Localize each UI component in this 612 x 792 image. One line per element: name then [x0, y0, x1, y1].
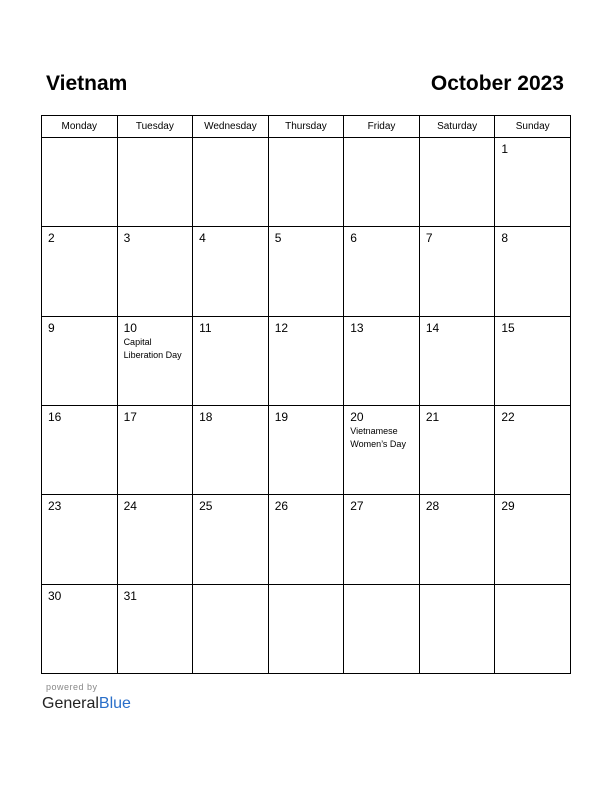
day-cell	[419, 405, 495, 494]
day-cell-content	[495, 138, 570, 157]
day-cell-content	[344, 227, 419, 246]
day-cell	[344, 227, 420, 316]
day-cell-content	[118, 317, 193, 362]
day-cell	[42, 138, 118, 227]
day-number: 18	[199, 409, 213, 424]
day-number: 14	[425, 320, 440, 335]
day-cell-content	[344, 317, 419, 336]
day-number: 7	[425, 231, 433, 246]
day-cell	[268, 316, 344, 405]
day-cell	[193, 138, 269, 227]
day-number: 9	[48, 320, 55, 335]
weekday-sunday: Sunday	[495, 116, 571, 138]
day-number: 16	[48, 409, 62, 424]
day-cell-content	[495, 495, 570, 514]
day-cell	[268, 495, 344, 584]
day-cell	[419, 138, 495, 227]
day-cell-content	[193, 495, 268, 514]
weekday-friday: Friday	[344, 116, 420, 138]
day-cell	[193, 584, 269, 673]
day-cell	[268, 405, 344, 494]
powered-by-text: powered by	[46, 682, 98, 692]
day-cell	[495, 405, 571, 494]
day-cell-content	[42, 138, 117, 141]
day-cell	[419, 495, 495, 584]
day-number: 21	[425, 409, 440, 424]
day-cell	[193, 227, 269, 316]
day-cell-content	[269, 585, 344, 588]
day-cell-content	[42, 227, 117, 246]
day-cell-content	[420, 138, 495, 141]
day-number: 22	[501, 409, 515, 424]
day-cell-content	[118, 227, 193, 246]
day-number: 28	[425, 499, 440, 514]
day-cell-content	[344, 495, 419, 514]
generalblue-logo	[42, 694, 131, 714]
day-cell	[268, 138, 344, 227]
day-cell-content	[42, 495, 117, 514]
day-cell	[42, 584, 118, 673]
day-cell	[193, 316, 269, 405]
week-row	[42, 316, 571, 405]
day-number: 27	[350, 499, 364, 514]
day-cell	[193, 495, 269, 584]
day-cell-content	[344, 138, 419, 141]
day-cell-content	[118, 495, 193, 514]
day-cell-content	[495, 227, 570, 246]
day-cell-content	[344, 406, 419, 451]
day-cell	[42, 495, 118, 584]
day-cell-content	[420, 585, 495, 588]
day-cell	[42, 316, 118, 405]
day-cell	[419, 227, 495, 316]
day-cell	[117, 316, 193, 405]
day-number: 20	[350, 409, 364, 424]
day-number: 31	[123, 588, 137, 603]
day-cell	[495, 227, 571, 316]
day-cell	[495, 584, 571, 673]
day-number: 30	[48, 588, 62, 603]
weekday-tuesday: Tuesday	[117, 116, 193, 138]
day-cell-content	[269, 406, 344, 425]
day-number: 2	[48, 231, 55, 246]
weekday-thursday: Thursday	[268, 116, 344, 138]
holiday-label: Capital Liberation Day	[123, 336, 182, 360]
day-number: 19	[274, 409, 289, 424]
day-number: 8	[501, 231, 509, 246]
day-cell-content	[495, 585, 570, 588]
day-cell	[42, 227, 118, 316]
day-cell	[117, 138, 193, 227]
holiday-label: Vietnamese Women’s Day	[350, 425, 406, 449]
day-cell	[495, 138, 571, 227]
day-cell-content	[42, 585, 117, 604]
week-row	[42, 227, 571, 316]
weekday-monday: Monday	[42, 116, 118, 138]
weekday-header-row	[42, 116, 571, 138]
day-cell-content	[193, 585, 268, 588]
day-cell	[344, 138, 420, 227]
week-row	[42, 405, 571, 494]
day-cell	[42, 405, 118, 494]
brand-general: General	[42, 695, 99, 712]
weekday-saturday: Saturday	[419, 116, 495, 138]
day-cell-content	[420, 406, 495, 425]
week-row	[42, 584, 571, 673]
day-cell	[117, 405, 193, 494]
day-cell	[344, 495, 420, 584]
day-cell	[268, 227, 344, 316]
day-cell-content	[495, 317, 570, 336]
week-row	[42, 495, 571, 584]
day-cell-content	[42, 317, 117, 336]
day-cell	[419, 584, 495, 673]
day-cell-content	[42, 406, 117, 425]
day-cell	[268, 584, 344, 673]
day-cell-content	[193, 406, 268, 425]
day-cell-content	[269, 495, 344, 514]
day-cell-content	[193, 317, 268, 336]
month-title: October 2023	[430, 72, 564, 95]
day-number: 12	[274, 320, 289, 335]
day-cell-content	[118, 138, 193, 141]
calendar-grid	[41, 115, 571, 674]
day-number: 11	[199, 320, 212, 335]
day-cell-content	[420, 227, 495, 246]
brand-blue: Blue	[98, 695, 131, 712]
day-number: 13	[350, 320, 364, 335]
weekday-wednesday: Wednesday	[193, 116, 269, 138]
day-number: 3	[123, 231, 131, 246]
day-number: 15	[501, 320, 515, 335]
day-number: 6	[350, 231, 357, 246]
day-number: 1	[501, 142, 509, 156]
day-cell-content	[118, 406, 193, 425]
day-cell-content	[193, 138, 268, 141]
day-cell	[117, 227, 193, 316]
day-cell-content	[118, 585, 193, 604]
day-cell	[344, 405, 420, 494]
day-cell	[344, 316, 420, 405]
day-cell-content	[420, 495, 495, 514]
day-number: 4	[199, 231, 206, 246]
day-number: 25	[199, 499, 213, 514]
day-number: 10	[123, 320, 137, 335]
day-cell	[495, 316, 571, 405]
day-cell-content	[269, 317, 344, 336]
week-row	[42, 138, 571, 227]
day-number: 26	[274, 499, 289, 514]
day-number: 17	[123, 409, 137, 424]
day-cell	[117, 495, 193, 584]
day-cell	[117, 584, 193, 673]
day-number: 29	[501, 499, 515, 514]
day-cell	[344, 584, 420, 673]
day-cell-content	[193, 227, 268, 246]
day-cell-content	[344, 585, 419, 588]
day-cell	[193, 405, 269, 494]
day-cell-content	[420, 317, 495, 336]
day-cell-content	[269, 227, 344, 246]
day-number: 23	[48, 499, 62, 514]
day-cell	[495, 495, 571, 584]
country-title: Vietnam	[46, 72, 128, 95]
day-number: 5	[274, 231, 282, 246]
day-cell	[419, 316, 495, 405]
day-number: 24	[123, 499, 137, 514]
day-cell-content	[495, 406, 570, 425]
day-cell-content	[269, 138, 344, 141]
